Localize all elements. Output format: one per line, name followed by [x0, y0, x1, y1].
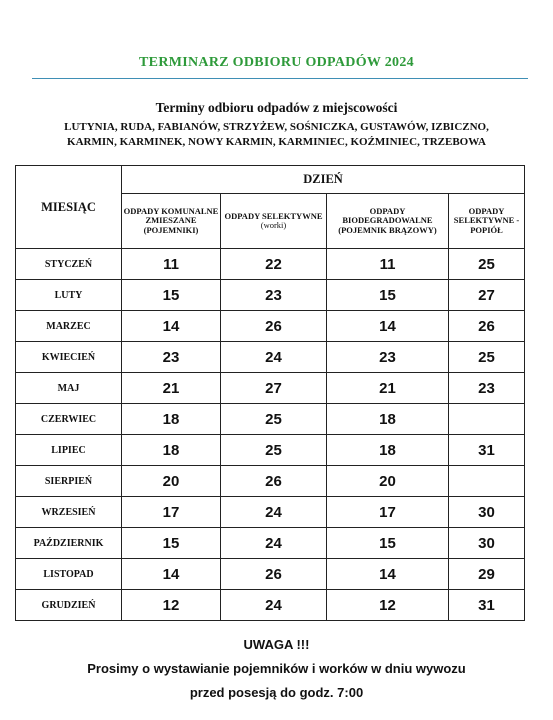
- day-cell: 11: [122, 249, 221, 280]
- month-cell: GRUDZIEŃ: [16, 590, 122, 621]
- month-cell: KWIECIEŃ: [16, 342, 122, 373]
- month-cell: LUTY: [16, 280, 122, 311]
- table-row: [16, 435, 525, 466]
- day-cell: 15: [327, 528, 449, 559]
- day-cell: 14: [122, 559, 221, 590]
- month-cell: SIERPIEŃ: [16, 466, 122, 497]
- subtitle: Terminy odbioru odpadów z miejscowości: [155, 100, 398, 115]
- column-header-sublabel: (POJEMNIKI): [143, 224, 199, 235]
- notice-heading: UWAGA !!!: [243, 637, 310, 652]
- table-row: [16, 249, 525, 280]
- table-row: [16, 528, 525, 559]
- day-cell: 15: [122, 528, 221, 559]
- day-cell: 24: [221, 528, 327, 559]
- day-cell: 31: [449, 590, 525, 621]
- month-cell: CZERWIEC: [16, 404, 122, 435]
- day-cell: 29: [449, 559, 525, 590]
- day-cell: 26: [221, 311, 327, 342]
- day-cell: 27: [221, 373, 327, 404]
- month-cell: WRZESIEŃ: [16, 497, 122, 528]
- table-row: [16, 466, 525, 497]
- day-cell: 14: [122, 311, 221, 342]
- column-header-selective-waste: [221, 194, 327, 249]
- day-cell: 23: [327, 342, 449, 373]
- day-cell: 26: [449, 311, 525, 342]
- page-title: TERMINARZ ODBIORU ODPADÓW 2024: [139, 55, 414, 70]
- schedule-body: [16, 249, 525, 621]
- column-header-label: ODPADY KOMUNALNE ZMIESZANE: [123, 205, 219, 226]
- notice-line-2: przed posesją do godz. 7:00: [189, 685, 364, 700]
- column-header-label: ODPADY SELEKTYWNE: [224, 210, 323, 221]
- column-header-sublabel: (POJEMNIK BRĄZOWY): [338, 224, 437, 235]
- month-cell: PAŹDZIERNIK: [16, 528, 122, 559]
- day-cell: 27: [449, 280, 525, 311]
- day-cell: 24: [221, 497, 327, 528]
- day-cell: 20: [327, 466, 449, 497]
- day-cell: 17: [122, 497, 221, 528]
- locations-list: [0, 120, 553, 150]
- locations-line-1: LUTYNIA, RUDA, FABIANÓW, STRZYŻEW, SOŚNICZKA, GUSTAWÓW, IZBICZNO,: [64, 121, 489, 133]
- day-cell: 14: [327, 559, 449, 590]
- table-row: [16, 590, 525, 621]
- day-cell: 21: [122, 373, 221, 404]
- day-cell: [449, 404, 525, 435]
- locations-line-2: KARMIN, KARMINEK, NOWY KARMIN, KARMINIEC, KOŹMINIEC, TRZEBOWA: [67, 136, 486, 148]
- column-header-label: ODPADY BIODEGRADOWALNE: [342, 205, 433, 226]
- day-cell: 23: [221, 280, 327, 311]
- day-cell: 25: [449, 249, 525, 280]
- day-cell: 15: [327, 280, 449, 311]
- day-cell: 12: [327, 590, 449, 621]
- day-cell: 25: [449, 342, 525, 373]
- day-cell: 18: [327, 435, 449, 466]
- month-cell: STYCZEŃ: [16, 249, 122, 280]
- month-cell: LIPIEC: [16, 435, 122, 466]
- day-cell: 20: [122, 466, 221, 497]
- day-cell: 17: [327, 497, 449, 528]
- day-cell: 22: [221, 249, 327, 280]
- day-cell: 18: [327, 404, 449, 435]
- notice-line-1: Prosimy o wystawianie pojemników i worków w dniu wywozu: [87, 661, 466, 676]
- column-header-sublabel: (worki): [260, 220, 287, 230]
- day-cell: 25: [221, 404, 327, 435]
- day-cell: 24: [221, 590, 327, 621]
- day-column-header: DZIEŃ: [122, 166, 525, 194]
- month-column-header: MIESIĄC: [16, 166, 122, 249]
- table-row: [16, 342, 525, 373]
- table-row: [16, 373, 525, 404]
- column-header-label: ODPADY SELEKTYWNE - POPIÓŁ: [453, 205, 520, 235]
- month-cell: LISTOPAD: [16, 559, 122, 590]
- title-divider: [32, 78, 528, 79]
- column-header-ash-waste: [449, 194, 525, 249]
- table-row: [16, 559, 525, 590]
- column-header-biodegradable-waste: [327, 194, 449, 249]
- day-cell: 18: [122, 404, 221, 435]
- day-cell: 11: [327, 249, 449, 280]
- day-cell: 26: [221, 559, 327, 590]
- day-cell: 23: [449, 373, 525, 404]
- day-cell: 31: [449, 435, 525, 466]
- schedule-table: [15, 165, 525, 621]
- day-cell: 23: [122, 342, 221, 373]
- table-row: [16, 497, 525, 528]
- day-cell: 30: [449, 497, 525, 528]
- day-cell: 12: [122, 590, 221, 621]
- day-cell: 14: [327, 311, 449, 342]
- column-header-mixed-waste: [122, 194, 221, 249]
- day-cell: 18: [122, 435, 221, 466]
- month-cell: MARZEC: [16, 311, 122, 342]
- day-cell: [449, 466, 525, 497]
- day-cell: 26: [221, 466, 327, 497]
- table-row: [16, 280, 525, 311]
- table-row: [16, 311, 525, 342]
- day-cell: 21: [327, 373, 449, 404]
- table-row: [16, 404, 525, 435]
- day-cell: 25: [221, 435, 327, 466]
- day-cell: 30: [449, 528, 525, 559]
- day-cell: 24: [221, 342, 327, 373]
- day-cell: 15: [122, 280, 221, 311]
- month-cell: MAJ: [16, 373, 122, 404]
